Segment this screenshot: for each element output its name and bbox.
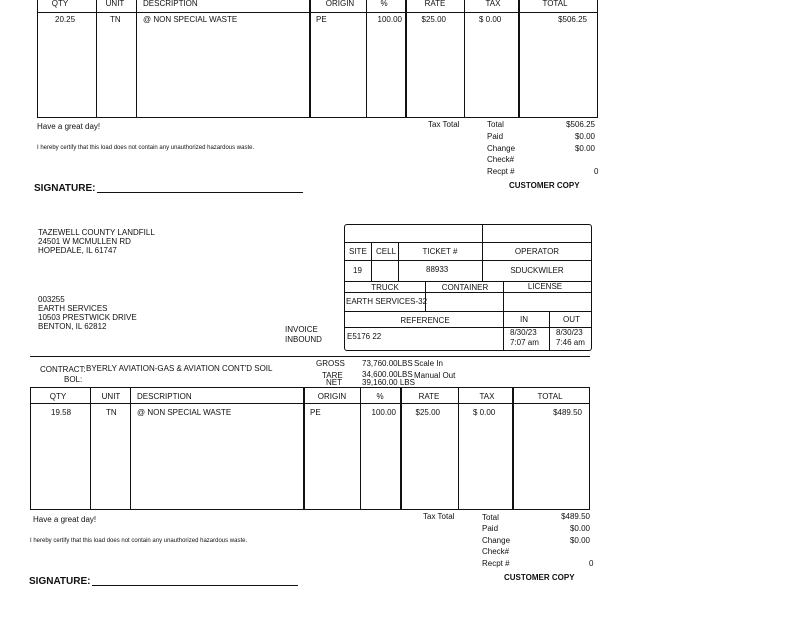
col-line	[130, 387, 131, 510]
row-qty: 19.58	[51, 408, 72, 417]
cell-label: CELL	[376, 247, 397, 256]
signature-line	[92, 585, 298, 586]
col-line	[518, 0, 520, 118]
net-label: NET	[326, 378, 342, 387]
customer-name: EARTH SERVICES	[38, 304, 108, 313]
ticket-box-line	[344, 311, 592, 312]
header-total: TOTAL	[542, 0, 568, 8]
row-percent: 100.00	[377, 15, 402, 24]
header-origin: ORIGIN	[317, 392, 347, 401]
certification-text: I hereby certify that this load does not contain any unauthorized hazardous waste.	[37, 145, 255, 151]
header-tax: TAX	[479, 392, 495, 401]
operator-label: OPERATOR	[514, 247, 560, 256]
gross-note: Scale In	[414, 359, 443, 368]
signature-label: SIGNATURE:	[34, 183, 96, 194]
paid-value: $0.00	[574, 132, 595, 141]
table-outline	[30, 387, 590, 510]
in-date: 8/30/23	[510, 328, 537, 337]
col-line	[309, 0, 311, 118]
customer-copy-label: CUSTOMER COPY	[509, 181, 580, 190]
in-label: IN	[520, 315, 528, 324]
in-time: 7:07 am	[510, 338, 539, 347]
gross-label: GROSS	[316, 359, 345, 368]
tax-total-label: Tax Total	[423, 512, 455, 521]
out-time: 7:46 am	[556, 338, 585, 347]
direction-label: INBOUND	[285, 335, 322, 344]
net-value: 39,160.00 LBS	[362, 378, 415, 387]
header-origin: ORIGIN	[325, 0, 355, 8]
ticket-box-line	[425, 281, 426, 311]
change-label: Change	[482, 536, 511, 545]
signature-label: SIGNATURE:	[29, 576, 91, 587]
col-line	[512, 387, 514, 510]
header-qty: QTY	[49, 392, 67, 401]
row-unit: TN	[110, 15, 121, 24]
ticket-box-line	[344, 260, 592, 261]
contract-top-line	[30, 356, 590, 357]
gross-value: 73,760.00LBS	[362, 359, 413, 368]
header-tax: TAX	[485, 0, 501, 8]
ticket-box-line	[371, 242, 372, 281]
col-line	[360, 387, 361, 510]
customer-address-line1: 10503 PRESTWICK DRIVE	[38, 313, 137, 322]
row-total: $506.25	[558, 15, 587, 24]
ticket-number-value: 88933	[426, 265, 449, 274]
col-line	[366, 0, 367, 118]
contract-value: BYERLY AVIATION-GAS & AVIATION CONT'D SOIL	[86, 364, 273, 373]
ticket-box-line	[344, 292, 592, 293]
contract-label: CONTRACT:	[40, 365, 86, 374]
receipt-value: 0	[589, 559, 594, 568]
truck-label: TRUCK	[371, 283, 399, 292]
header-unit: UNIT	[105, 0, 125, 8]
col-line	[464, 0, 465, 118]
bol-label: BOL:	[64, 375, 83, 384]
ticket-box-line	[344, 242, 592, 243]
row-origin: PE	[310, 408, 321, 417]
row-tax: $ 0.00	[473, 408, 496, 417]
change-value: $0.00	[569, 536, 590, 545]
reference-label: REFERENCE	[400, 316, 450, 325]
truck-value: EARTH SERVICES-32	[346, 297, 428, 306]
paid-label: Paid	[487, 132, 504, 141]
ticket-box-line	[344, 327, 592, 328]
row-rate: $25.00	[415, 408, 440, 417]
row-tax: $ 0.00	[479, 15, 502, 24]
total-label: Total	[487, 120, 504, 129]
tare-note: Manual Out	[414, 371, 456, 380]
header-unit: UNIT	[101, 392, 121, 401]
total-value: $506.25	[566, 120, 595, 129]
customer-id: 003255	[38, 295, 65, 304]
col-line	[400, 387, 402, 510]
total-label: Total	[482, 513, 499, 522]
row-percent: 100.00	[371, 408, 396, 417]
site-label: SITE	[349, 247, 367, 256]
header-total: TOTAL	[537, 392, 563, 401]
header-rate: RATE	[418, 392, 440, 401]
col-line	[597, 0, 598, 118]
tare-label: TARE	[322, 371, 343, 380]
header-divider	[30, 403, 590, 404]
table-bottom-line	[37, 117, 598, 118]
col-line	[96, 0, 97, 118]
paid-label: Paid	[482, 524, 499, 533]
col-line	[90, 387, 91, 510]
row-qty: 20.25	[55, 15, 76, 24]
row-description: @ NON SPECIAL WASTE	[143, 15, 238, 24]
invoice-label: INVOICE	[285, 325, 318, 334]
header-description: DESCRIPTION	[143, 0, 198, 8]
certification-text: I hereby certify that this load does not contain any unauthorized hazardous waste.	[30, 538, 248, 544]
receipt-label: Recpt #	[487, 167, 515, 176]
row-description: @ NON SPECIAL WASTE	[137, 408, 232, 417]
out-date: 8/30/23	[556, 328, 583, 337]
greeting: Have a great day!	[37, 122, 101, 131]
row-rate: $25.00	[421, 15, 446, 24]
customer-address-line2: BENTON, IL 62812	[38, 322, 107, 331]
landfill-name: TAZEWELL COUNTY LANDFILL	[38, 228, 155, 237]
col-line	[37, 0, 38, 118]
header-divider	[37, 12, 598, 13]
out-label: OUT	[563, 315, 580, 324]
total-value: $489.50	[561, 512, 590, 521]
header-percent: %	[380, 0, 388, 8]
signature-line	[97, 192, 303, 193]
row-total: $489.50	[553, 408, 582, 417]
header-description: DESCRIPTION	[137, 392, 192, 401]
col-line	[136, 0, 137, 118]
row-origin: PE	[316, 15, 327, 24]
tare-value: 34,600.00LBS	[362, 370, 413, 379]
col-line	[303, 387, 305, 510]
receipt-value: 0	[594, 167, 599, 176]
header-rate: RATE	[424, 0, 446, 8]
col-line	[405, 0, 407, 118]
greeting: Have a great day!	[33, 515, 97, 524]
landfill-address-line1: 24501 W MCMULLEN RD	[38, 237, 131, 246]
landfill-address-line2: HOPEDALE, IL 61747	[38, 246, 117, 255]
ticket-number-label: TICKET #	[422, 247, 458, 256]
change-value: $0.00	[574, 144, 595, 153]
customer-copy-label: CUSTOMER COPY	[504, 573, 575, 582]
col-line	[458, 387, 459, 510]
ticket-box-line	[549, 311, 550, 351]
operator-value: SDUCKWILER	[510, 266, 564, 275]
paid-value: $0.00	[569, 524, 590, 533]
check-label: Check#	[487, 155, 515, 164]
row-unit: TN	[106, 408, 117, 417]
ticket-box-line	[503, 311, 504, 351]
ticket-box-line	[503, 281, 504, 311]
container-label: CONTAINER	[441, 283, 489, 292]
header-percent: %	[376, 392, 384, 401]
tax-total-label: Tax Total	[428, 120, 460, 129]
receipt-label: Recpt #	[482, 559, 510, 568]
reference-value: E5176 22	[347, 332, 382, 341]
check-label: Check#	[482, 547, 510, 556]
ticket-box-line	[482, 224, 483, 281]
ticket-box-line	[398, 242, 399, 281]
change-label: Change	[487, 144, 516, 153]
header-qty: QTY	[51, 0, 69, 8]
license-label: LICENSE	[527, 282, 563, 291]
site-value: 19	[353, 266, 362, 275]
